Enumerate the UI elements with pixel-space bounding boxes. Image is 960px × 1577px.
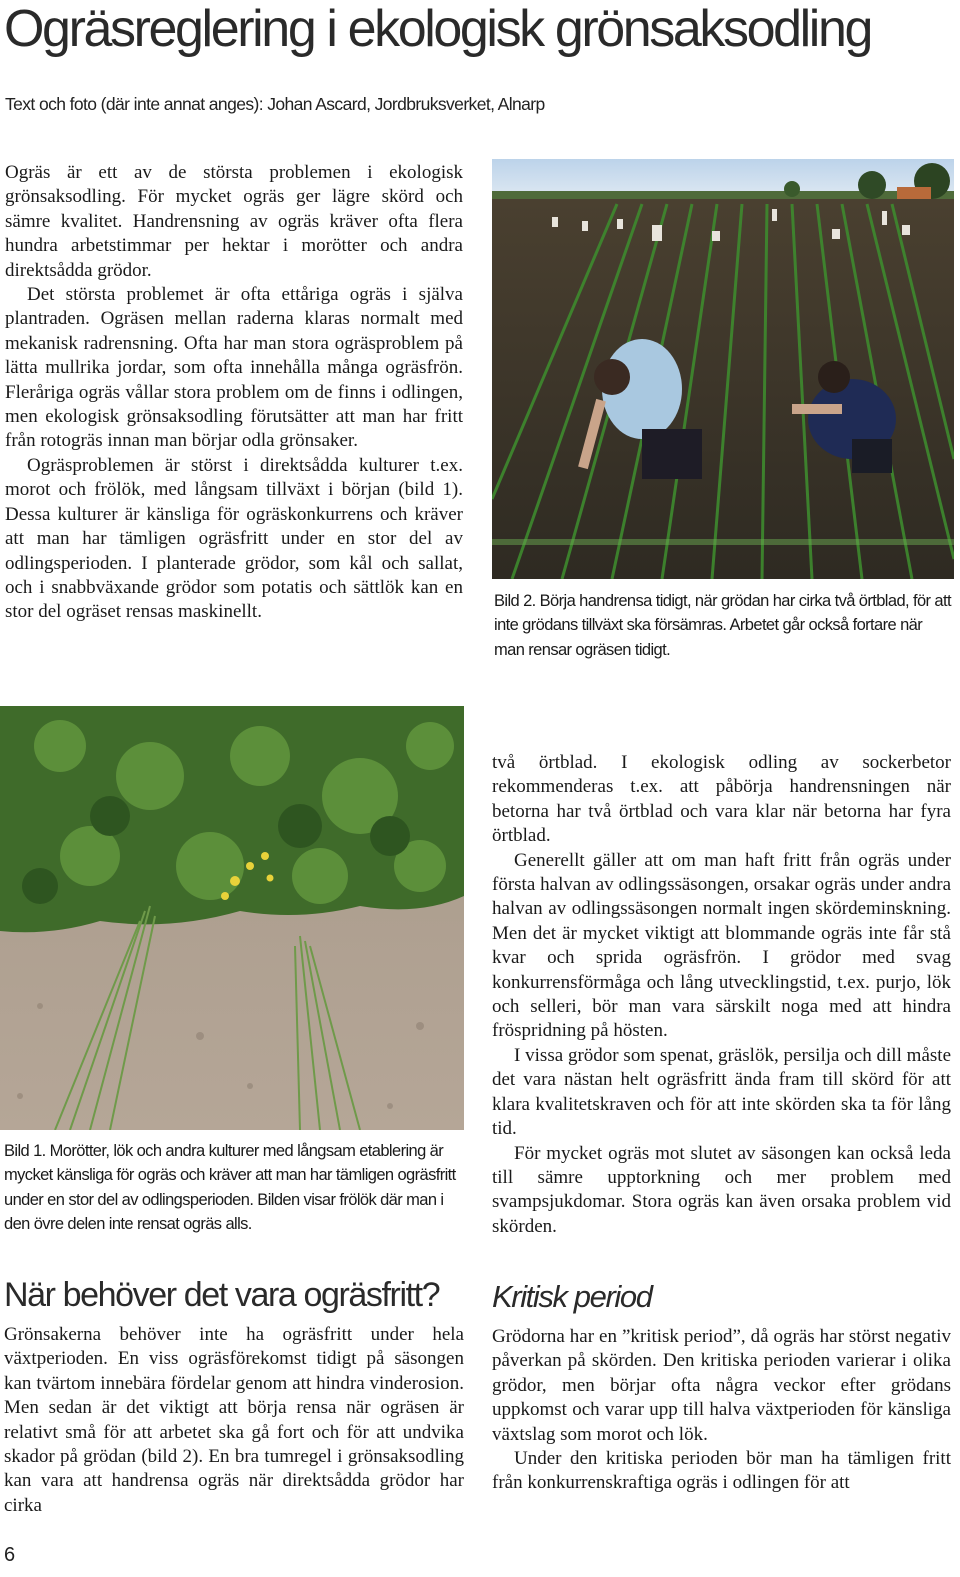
photo-caption: Bild 1. Morötter, lök och andra kulturer med långsam etablering är mycket känsliga för ogräs och kräver att man har tämligen ogräsfritt under en stor del av odlingsperioden. Bilden visar frölök där man i den övre delen inte rensat ogräs alls.	[4, 1142, 456, 1234]
page-number: 6	[4, 1544, 16, 1566]
intro-paragraph: Det största problemet är ofta ettåriga ogräs i själva plantraden. Ogräsen mellan raderna klaras normalt med mekanisk radrensning. Ofta har man stora ogräsproblem på lätta mullrika jordar, som ofta innehålla många ogräsfrön. Fleråriga ogräs vållar stora problem om de finns i odlingen, men ekologisk grönsaksodling förutsätter att man har fritt från rotogräs innan man börjar odla grönsaker.	[5, 284, 463, 452]
intro-paragraph: Ogräs är ett av de största problemen i ekologisk grönsaksodling. För mycket ogräs ger lägre skörd och sämre kvalitet. Handrensning av ogräs kräver ofta flera hundra arbetstimmar per hektar i morötter och andra direktsådda grödor.	[5, 162, 463, 281]
section-paragraph: Grönsakerna behöver inte ha ogräsfritt under hela växtperioden. En viss ogräsförekomst tidigt på säsongen kan tvärtom innebära fördelar genom att hindra vinderosion. Men sedan är det viktigt att börja rensa när ogräsen är relativt små för att arbetet ska gå fort och för att undvika skador på grödan (bild 2). En bra tumregel i grönsaksodling kan vara att handrensa ogräs när direktsådda grödor har cirka	[4, 1324, 464, 1516]
right-column-text	[492, 751, 951, 1239]
section-paragraph: Generellt gäller att om man haft fritt från ogräs under första halvan av odlingssäsongen, orsakar ogräs under andra halvan av odlingssäsongen normalt ingen skördeminskning. Men det är mycket viktigt att blommande ogräs inte får stå kvar och sprida ogräsfrön. I grödor med svag konkurrensförmåga och lång utvecklingstid, t.ex. purjo, lök och selleri, bör man vara särskilt noga med att hindra fröspridning på hösten.	[492, 849, 951, 1042]
byline: Text och foto (där inte annat anges): Johan Ascard, Jordbruksverket, Alnarp	[5, 94, 545, 114]
section-paragraph: Under den kritiska perioden bör man ha tämligen fritt från konkurrenskraftiga ogräs i odlingen för att	[492, 1448, 951, 1494]
photo-caption: Bild 2. Börja handrensa tidigt, när grödan har cirka två örtblad, för att inte grödans tillväxt ska försämras. Arbetet går också fortare när man rensar ogräsen tidigt.	[494, 592, 951, 659]
page-title: Ogräsreglering i ekologisk grönsaksodling	[4, 0, 872, 58]
hand-weeding-photo	[492, 159, 954, 579]
intro-paragraph: Ogräsproblemen är störst i direktsådda kulturer t.ex. morot och frölök, med långsam tillväxt i början (bild 1). Dessa kulturer är känsliga för ogräskonkurrens och kräver att man har tämligen ogräsfritt under en stor del av odlingsperioden. I planterade grödor, som kål och sallat, och i snabbväxande grödor som potatis och sättlök kan en stor del ogräset rensas maskinellt.	[5, 454, 463, 623]
section-heading: Kritisk period	[492, 1279, 652, 1314]
onion-weeds-photo	[0, 706, 464, 1130]
section-paragraph: För mycket ogräs mot slutet av säsongen kan också leda till sämre upptorkning och mer problem med svampsjukdomar. Stora ogräs kan även orsaka problem vid skörden.	[492, 1142, 951, 1237]
section-heading: När behöver det vara ogräsfritt?	[4, 1276, 440, 1314]
section-text	[492, 1325, 951, 1496]
section-paragraph: I vissa grödor som spenat, gräslök, persilja och dill måste det vara nästan helt ogräsfritt ända fram till skörd för att klara kvalitetskraven och för att inte skörden ska ta för lång tid.	[492, 1044, 951, 1140]
section-paragraph: Grödorna har en ”kritisk period”, då ogräs har störst negativ påverkan på skörden. Den kritiska perioden varierar i olika grödor, men börjar ofta några veckor efter grödans uppkomst och varar upp till halva växtperioden för känsliga växtslag som morot och lök.	[492, 1326, 951, 1445]
section-paragraph: två örtblad. I ekologisk odling av sockerbetor rekommenderas t.ex. att påbörja handrensningen när betorna har två örtblad och vara klar när betorna har fyra örtblad.	[492, 752, 951, 847]
intro-text	[5, 161, 463, 625]
section-text	[4, 1323, 464, 1518]
